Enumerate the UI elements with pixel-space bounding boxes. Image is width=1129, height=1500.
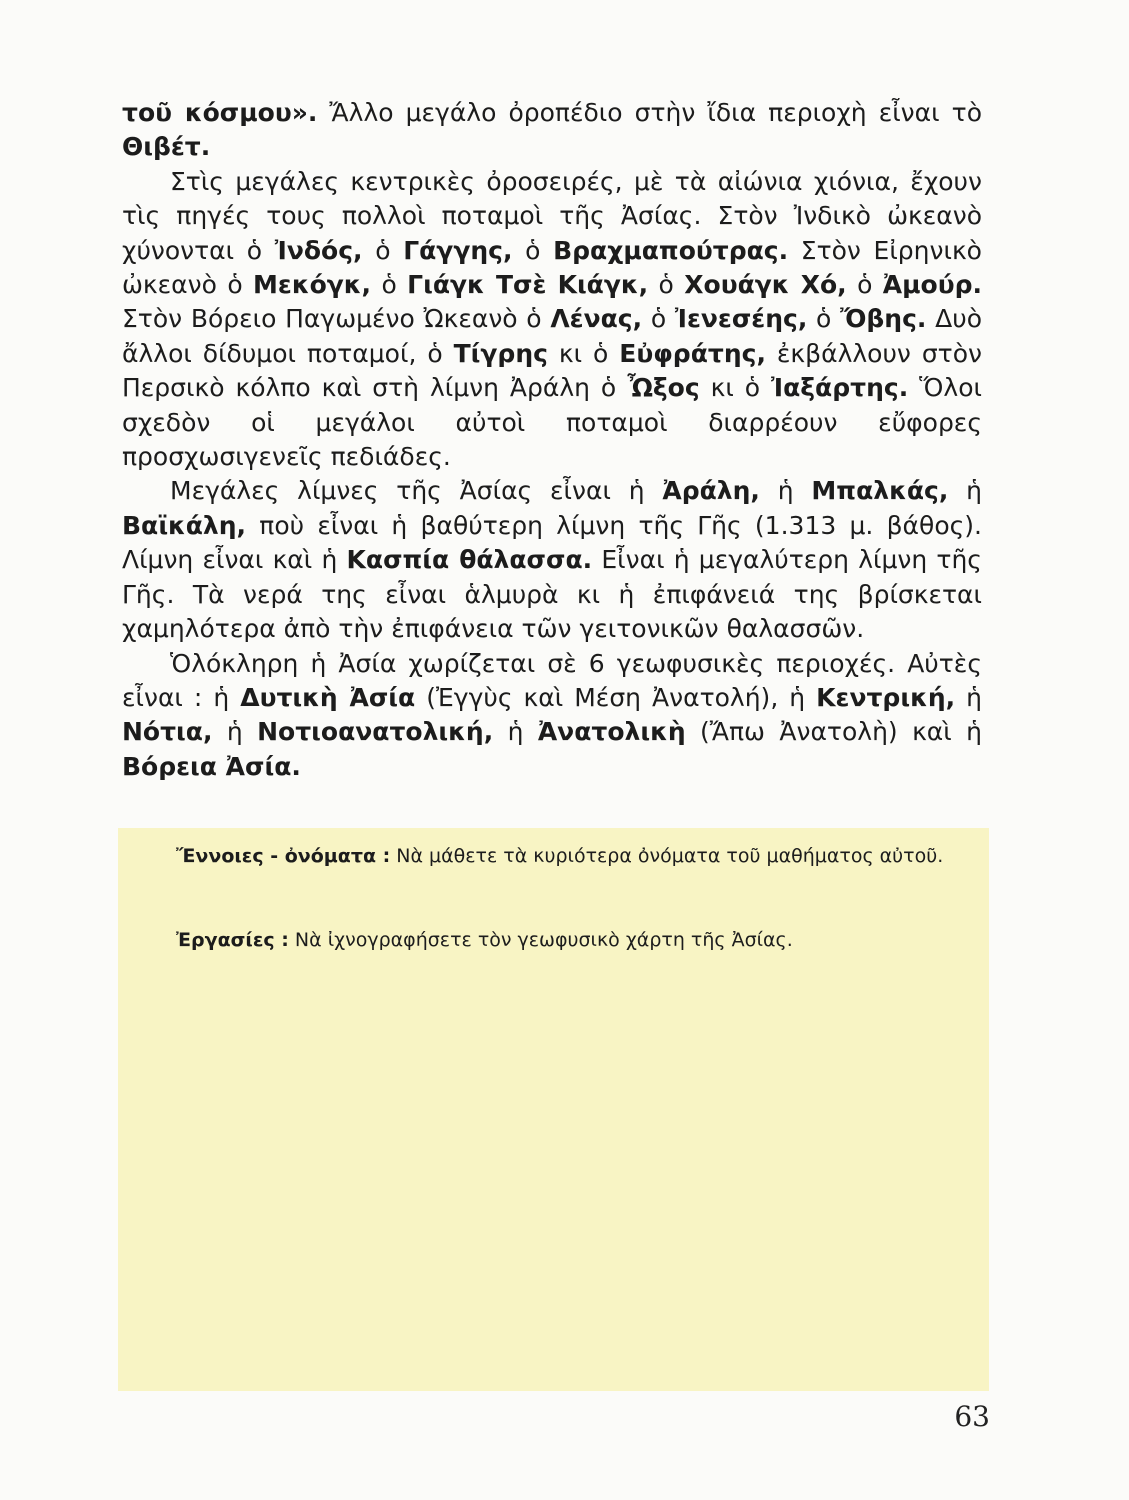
text-run: (Ἄπω Ἀνατολὴ) καὶ ἡ	[685, 717, 982, 747]
paragraph-4	[122, 647, 982, 785]
text-run: ὁ	[371, 270, 408, 300]
text-run: κι ὁ	[699, 373, 772, 403]
text-run: ὁ	[512, 235, 554, 265]
text-run: Ἄλλο μεγάλο ὀροπέδιο στὴν ἴδια περιοχὴ εἶναι τὸ	[317, 98, 982, 127]
tasks-text: Νὰ ἰχνογραφήσετε τὸν γεωφυσικὸ χάρτη τῆς Ἀσίας.	[288, 929, 793, 951]
text-run: ὁ	[642, 304, 675, 334]
text-run: Στὸν Βόρειο Παγωμένο Ὠκεανὸ ὁ	[122, 304, 551, 334]
bold-term: Θιβέτ.	[122, 132, 211, 162]
bold-term: Ἰενεσέης,	[674, 304, 808, 334]
text-run: ὁ	[807, 304, 841, 334]
text-run: ἡ	[493, 717, 538, 747]
bold-term: Μεκόγκ,	[253, 270, 372, 300]
bold-term: Ὄβης.	[840, 304, 927, 334]
text-run: Στὸν Εἰρηνικὸ ὠκεανὸ ὁ	[122, 235, 982, 300]
text-run: ποὺ εἶναι ἡ βαθύτερη λίμνη τῆς Γῆς (1.313 μ. βάθος). Λίμνη εἶναι καὶ ἡ	[122, 510, 982, 575]
bold-term: Βόρεια Ἀσία.	[122, 751, 301, 781]
text-run: Εἶναι ἡ μεγαλύτερη λίμνη τῆς Γῆς. Τὰ νερά της εἶναι ἁλμυρὰ κι ἡ ἐπιφάνειά της βρίσκεται χαμηλότερα ἀπὸ τὴν ἐπιφάνεια τῶν γειτονικῶν θαλασσῶν.	[122, 545, 982, 644]
bold-term: Βαϊκάλη,	[122, 510, 247, 540]
bold-term: Μπαλκάς,	[811, 476, 949, 506]
tasks-label: Ἐργασίες :	[176, 929, 289, 951]
bold-term: Ἀνατολικὴ	[537, 717, 686, 747]
bold-term: Ὦξος	[627, 373, 700, 403]
text-run: Ὅλοι σχεδὸν οἱ μεγάλοι αὐτοὶ ποταμοὶ διαρρέουν εὔφορες προσχωσιγενεῖς πεδιάδες.	[122, 373, 982, 472]
bold-term: Δυτικὴ Ἀσία	[240, 682, 416, 712]
text-run: ἐκβάλλουν στὸν Περσικὸ κόλπο καὶ στὴ λίμνη Ἀράλη ὁ	[122, 338, 982, 403]
text-run: Ὁλόκληρη ἡ Ἀσία χωρίζεται σὲ 6 γεωφυσικὲς περιοχές. Αὐτὲς εἶναι : ἡ	[122, 648, 982, 712]
bold-term: Κασπία θάλασσα.	[346, 545, 593, 575]
bold-term: Γάγγης,	[403, 235, 513, 265]
bold-term: Χουάγκ Χό,	[684, 270, 847, 300]
text-run: (Ἐγγὺς καὶ Μέση Ἀνατολή), ἡ	[415, 682, 817, 712]
text-run: ἡ	[212, 717, 258, 747]
bold-term: Κεντρική,	[816, 682, 956, 712]
bold-term: τοῦ κόσμου».	[122, 98, 318, 127]
bold-term: Λένας,	[550, 304, 643, 334]
summary-box	[118, 828, 989, 1391]
text-run: ὁ	[846, 270, 883, 300]
bold-term: Ἰαξάρτης.	[771, 373, 909, 403]
bold-term: Εὐφράτης,	[619, 338, 766, 368]
bold-term: Ἀράλη,	[662, 476, 760, 506]
text-run: ὁ	[362, 235, 404, 265]
text-run: ἡ	[948, 476, 982, 506]
text-run: Μεγάλες λίμνες τῆς Ἀσίας εἶναι ἡ	[170, 476, 663, 506]
page-number: 63	[954, 1400, 990, 1433]
concepts-label: Ἔννοιες - ὀνόματα :	[176, 845, 391, 867]
main-text	[122, 96, 982, 784]
bold-term: Ἀμούρ.	[882, 270, 982, 300]
paragraph-2	[122, 165, 982, 475]
concepts-text: Νὰ μάθετε τὰ κυριότερα ὀνόματα τοῦ μαθήματος αὐτοῦ.	[390, 845, 944, 867]
text-run: ἡ	[759, 476, 812, 506]
bold-term: Ἰνδός,	[274, 235, 363, 265]
bold-term: Βραχμαπούτρας.	[553, 235, 789, 265]
text-run: ἡ	[955, 682, 982, 712]
bold-term: Τίγρης	[453, 338, 548, 368]
text-run: Στὶς μεγάλες κεντρικὲς ὀροσειρές, μὲ τὰ αἰώνια χιόνια, ἔχουν τὶς πηγές τους πολλοὶ ποταμοὶ τῆς Ἀσίας. Στὸν Ἰνδικὸ ὠκεανὸ χύνονται ὁ	[122, 166, 982, 265]
bold-term: Νοτιοανατολική,	[257, 717, 494, 747]
text-run: κι ὁ	[547, 338, 620, 368]
bold-term: Γιάγκ Τσὲ Κιάγκ,	[407, 270, 649, 300]
tasks-note	[176, 924, 976, 956]
paragraph-1	[122, 96, 982, 165]
text-run: ὁ	[648, 270, 685, 300]
concepts-note	[176, 840, 976, 872]
bold-term: Νότια,	[122, 717, 213, 747]
text-run: Δυὸ ἄλλοι δίδυμοι ποταμοί, ὁ	[122, 304, 982, 368]
paragraph-3	[122, 474, 982, 646]
